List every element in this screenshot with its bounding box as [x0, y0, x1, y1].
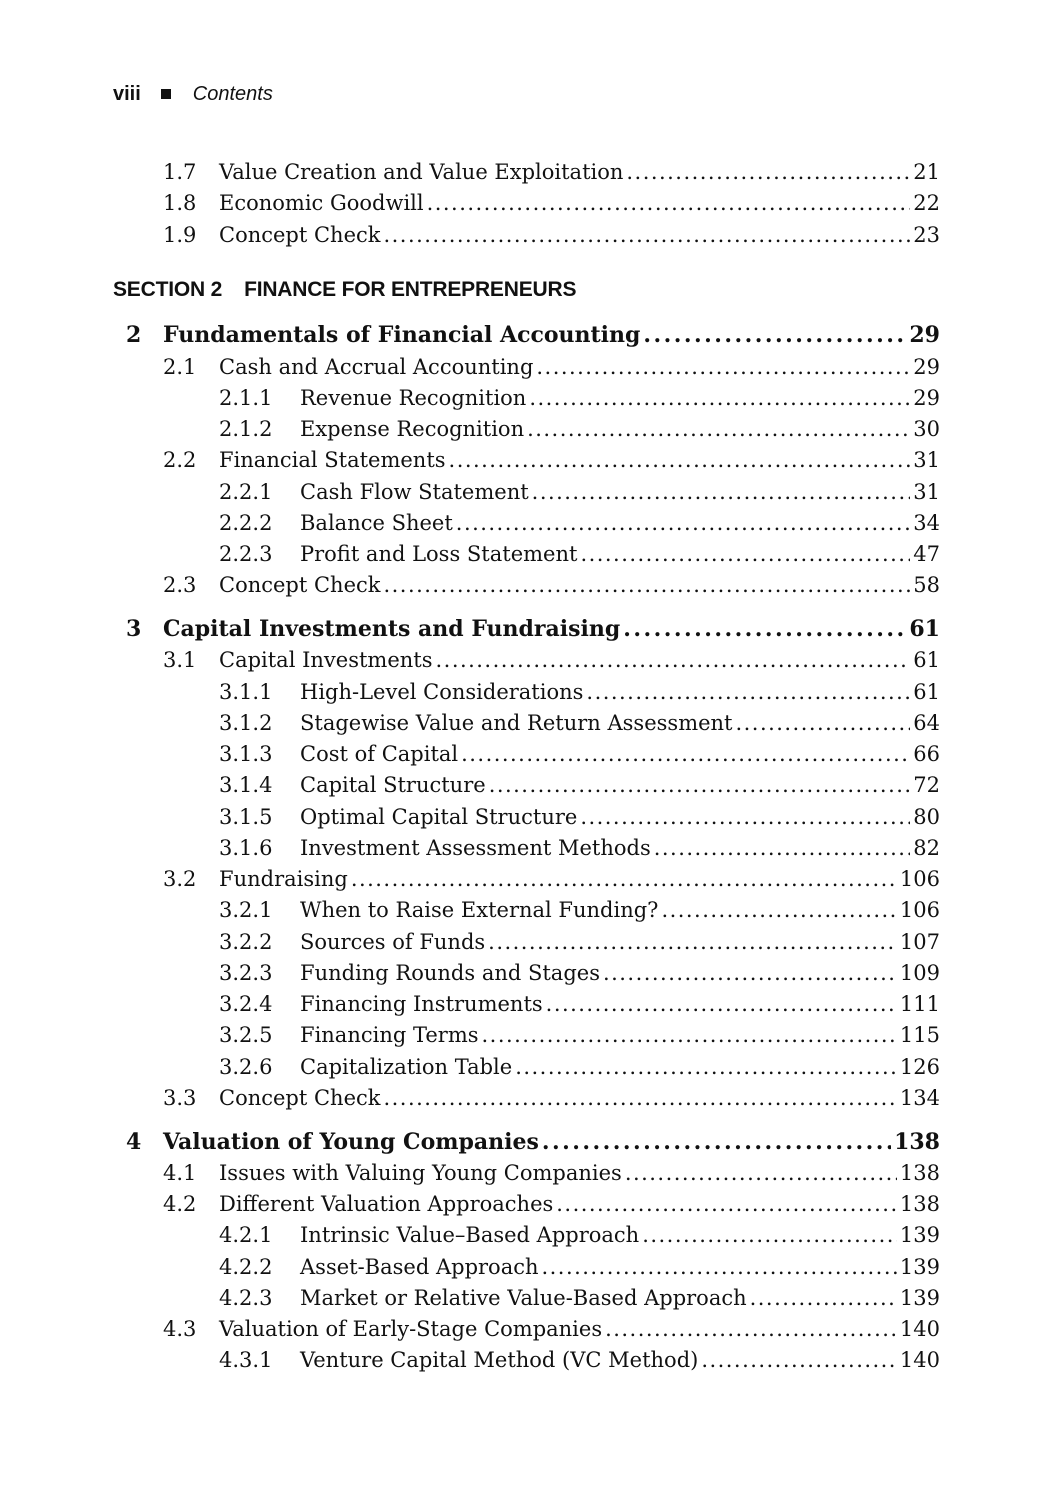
toc-entry-page: 66: [913, 742, 940, 766]
toc-entry-number: 4.2.3: [219, 1286, 273, 1310]
leader-dots: [626, 158, 910, 186]
leader-dots: [642, 1221, 897, 1249]
toc-entry[interactable]: [0, 1021, 940, 1049]
toc-entry-page: 138: [899, 1161, 940, 1185]
toc-entry[interactable]: [0, 540, 940, 568]
leader-dots: [542, 1253, 897, 1281]
toc-entry[interactable]: [0, 221, 940, 249]
toc-entry-number: 4.2.1: [219, 1223, 273, 1247]
toc-entry-page: 106: [899, 867, 940, 891]
leader-dots: [701, 1346, 897, 1374]
toc-entry[interactable]: [0, 803, 940, 831]
toc-entry[interactable]: [0, 646, 940, 674]
toc-entry-page: 29: [909, 322, 940, 348]
toc-entry-number: 3.1.6: [219, 836, 273, 860]
toc-entry-number: 3.2.4: [219, 992, 273, 1016]
toc-entry-number: 3.1.2: [219, 711, 273, 735]
toc-entry-title: When to Raise External Funding?: [300, 898, 659, 922]
leader-dots: [351, 865, 897, 893]
toc-entry-number: 4: [126, 1129, 142, 1155]
toc-entry-title: Capital Structure: [300, 773, 486, 797]
toc-entry-title: Financing Terms: [300, 1023, 479, 1047]
toc-entry-page: 126: [899, 1055, 940, 1079]
leader-dots: [449, 446, 911, 474]
toc-entry-number: 4.2: [163, 1192, 197, 1216]
section-label: SECTION 2: [113, 278, 223, 301]
leader-dots: [580, 540, 910, 568]
leader-dots: [515, 1053, 897, 1081]
toc-entry[interactable]: [0, 990, 940, 1018]
toc-entry[interactable]: [0, 896, 940, 924]
toc-entry[interactable]: [0, 1284, 940, 1312]
toc-entry-page: 111: [899, 992, 940, 1016]
toc-entry[interactable]: [0, 571, 940, 599]
toc-entry-number: 2.2.3: [219, 542, 273, 566]
toc-entry-page: 140: [899, 1348, 940, 1372]
toc-entry-page: 61: [909, 616, 940, 642]
toc-entry-page: 29: [913, 355, 940, 379]
toc-entry-number: 3.2.2: [219, 930, 273, 954]
toc-entry-page: 31: [913, 480, 940, 504]
leader-dots: [532, 478, 911, 506]
page-number: viii: [113, 82, 141, 105]
toc-entry[interactable]: [0, 1053, 940, 1081]
leader-dots: [654, 834, 911, 862]
toc-entry-title: Funding Rounds and Stages: [300, 961, 600, 985]
section-heading: [113, 278, 576, 302]
toc-entry-title: Cost of Capital: [300, 742, 459, 766]
toc-entry-number: 2.3: [163, 573, 197, 597]
toc-entry-number: 3.1: [163, 648, 197, 672]
toc-entry-title: Expense Recognition: [300, 417, 525, 441]
toc-entry[interactable]: [0, 1346, 940, 1374]
leader-dots: [536, 353, 910, 381]
toc-entry-page: 115: [899, 1023, 940, 1047]
leader-dots: [623, 615, 906, 643]
toc-entry[interactable]: [0, 415, 940, 443]
toc-entry[interactable]: [0, 834, 940, 862]
toc-entry-number: 2.2.1: [219, 480, 273, 504]
leader-dots: [384, 571, 911, 599]
toc-entry-title: Economic Goodwill: [219, 191, 424, 215]
toc-entry[interactable]: [0, 446, 940, 474]
toc-entry-title: Financial Statements: [219, 448, 446, 472]
leader-dots: [461, 740, 910, 768]
toc-entry[interactable]: [0, 158, 940, 186]
leader-dots: [580, 803, 910, 831]
leader-dots: [750, 1284, 897, 1312]
toc-entry-number: 3: [126, 616, 142, 642]
toc-entry-number: 4.1: [163, 1161, 197, 1185]
toc-entry-title: Profit and Loss Statement: [300, 542, 578, 566]
toc-entry-title: Fundamentals of Financial Accounting: [163, 322, 641, 348]
toc-entry-title: Different Valuation Approaches: [219, 1192, 554, 1216]
leader-dots: [488, 928, 897, 956]
leader-dots: [456, 509, 910, 537]
leader-dots: [384, 221, 911, 249]
toc-entry[interactable]: [0, 928, 940, 956]
running-header: [113, 80, 273, 108]
toc-entry-number: 2.2: [163, 448, 197, 472]
leader-dots: [384, 1084, 897, 1112]
leader-dots: [736, 709, 911, 737]
toc-entry-number: 3.1.5: [219, 805, 273, 829]
leader-dots: [586, 678, 910, 706]
toc-entry[interactable]: [0, 959, 940, 987]
toc-entry-number: 3.2.1: [219, 898, 273, 922]
toc-entry[interactable]: [0, 509, 940, 537]
toc-chapter-entry[interactable]: [0, 1128, 940, 1156]
toc-entry-number: 3.1.3: [219, 742, 273, 766]
leader-dots: [625, 1159, 897, 1187]
toc-entry[interactable]: [0, 1221, 940, 1249]
toc-entry-page: 31: [913, 448, 940, 472]
leader-dots: [489, 771, 911, 799]
leader-dots: [556, 1190, 897, 1218]
toc-entry[interactable]: [0, 1190, 940, 1218]
toc-entry-title: Stagewise Value and Return Assessment: [300, 711, 733, 735]
toc-entry-title: Concept Check: [219, 1086, 381, 1110]
toc-entry-title: Financing Instruments: [300, 992, 543, 1016]
toc-entry-number: 2.1.2: [219, 417, 273, 441]
toc-entry-title: Balance Sheet: [300, 511, 453, 535]
toc-entry-title: Issues with Valuing Young Companies: [219, 1161, 622, 1185]
toc-entry-page: 30: [913, 417, 940, 441]
toc-entry-title: Valuation of Young Companies: [163, 1129, 539, 1155]
toc-entry-title: Cash and Accrual Accounting: [219, 355, 534, 379]
leader-dots: [605, 1315, 897, 1343]
toc-entry-page: 139: [899, 1255, 940, 1279]
toc-entry[interactable]: [0, 1084, 940, 1112]
toc-entry-title: High-Level Considerations: [300, 680, 584, 704]
leader-dots: [529, 384, 910, 412]
toc-entry-title: Capitalization Table: [300, 1055, 513, 1079]
section-title: FINANCE FOR ENTREPRENEURS: [244, 278, 577, 301]
toc-entry-title: Cash Flow Statement: [300, 480, 529, 504]
toc-entry[interactable]: [0, 384, 940, 412]
toc-entry-page: 138: [894, 1129, 940, 1155]
toc-entry[interactable]: [0, 353, 940, 381]
toc-entry-number: 2.1: [163, 355, 197, 379]
toc-entry-title: Fundraising: [219, 867, 348, 891]
leader-dots: [527, 415, 910, 443]
toc-entry-number: 1.7: [163, 160, 197, 184]
leader-dots: [542, 1128, 891, 1156]
toc-entry-page: 107: [899, 930, 940, 954]
toc-entry-title: Sources of Funds: [300, 930, 486, 954]
toc-entry[interactable]: [0, 1315, 940, 1343]
toc-entry-title: Concept Check: [219, 223, 381, 247]
toc-entry-title: Asset-Based Approach: [300, 1255, 539, 1279]
leader-dots: [603, 959, 897, 987]
toc-entry-page: 106: [899, 898, 940, 922]
toc-entry-title: Investment Assessment Methods: [300, 836, 651, 860]
toc-chapter-entry[interactable]: [0, 615, 940, 643]
toc-entry-number: 2: [126, 322, 142, 348]
leader-dots: [427, 189, 911, 217]
toc-entry-number: 2.2.2: [219, 511, 273, 535]
square-bullet-icon: [161, 89, 171, 99]
toc-entry-title: Revenue Recognition: [300, 386, 527, 410]
toc-entry-title: Venture Capital Method (VC Method): [300, 1348, 699, 1372]
leader-dots: [661, 896, 896, 924]
toc-entry-number: 1.8: [163, 191, 197, 215]
toc-entry-number: 3.1.1: [219, 680, 273, 704]
toc-entry-page: 47: [913, 542, 940, 566]
toc-entry-page: 61: [913, 680, 940, 704]
toc-entry-title: Capital Investments: [219, 648, 433, 672]
toc-entry-number: 3.1.4: [219, 773, 273, 797]
toc-entry[interactable]: [0, 678, 940, 706]
toc-chapter-entry[interactable]: [0, 321, 940, 349]
toc-entry-page: 64: [913, 711, 940, 735]
toc-entry-number: 4.3: [163, 1317, 197, 1341]
toc-entry-page: 58: [913, 573, 940, 597]
toc-entry-title: Valuation of Early-Stage Companies: [219, 1317, 603, 1341]
toc-entry-page: 134: [899, 1086, 940, 1110]
toc-entry-number: 4.2.2: [219, 1255, 273, 1279]
toc-entry-page: 21: [913, 160, 940, 184]
toc-entry[interactable]: [0, 189, 940, 217]
toc-entry[interactable]: [0, 740, 940, 768]
toc-entry-page: 22: [913, 191, 940, 215]
running-title: Contents: [192, 82, 273, 105]
toc-entry-title: Market or Relative Value-Based Approach: [300, 1286, 747, 1310]
leader-dots: [482, 1021, 897, 1049]
toc-entry[interactable]: [0, 709, 940, 737]
leader-dots: [436, 646, 911, 674]
toc-entry-title: Value Creation and Value Exploitation: [219, 160, 624, 184]
leader-dots: [643, 321, 906, 349]
toc-entry-number: 1.9: [163, 223, 197, 247]
toc-entry[interactable]: [0, 1159, 940, 1187]
toc-entry-number: 3.2: [163, 867, 197, 891]
toc-entry-number: 3.2.3: [219, 961, 273, 985]
toc-entry-page: 23: [913, 223, 940, 247]
toc-entry[interactable]: [0, 771, 940, 799]
toc-entry[interactable]: [0, 865, 940, 893]
toc-entry-number: 4.3.1: [219, 1348, 273, 1372]
toc-entry-page: 109: [899, 961, 940, 985]
toc-entry-page: 34: [913, 511, 940, 535]
toc-entry-number: 2.1.1: [219, 386, 273, 410]
toc-entry-number: 3.2.6: [219, 1055, 273, 1079]
toc-entry[interactable]: [0, 478, 940, 506]
toc-entry-page: 72: [913, 773, 940, 797]
toc-entry-page: 138: [899, 1192, 940, 1216]
toc-entry-title: Intrinsic Value–Based Approach: [300, 1223, 640, 1247]
toc-entry-title: Concept Check: [219, 573, 381, 597]
toc-entry-title: Optimal Capital Structure: [300, 805, 578, 829]
toc-entry-page: 139: [899, 1286, 940, 1310]
toc-entry-page: 140: [899, 1317, 940, 1341]
toc-entry-page: 80: [913, 805, 940, 829]
toc-entry-title: Capital Investments and Fundraising: [163, 616, 621, 642]
toc-entry-page: 139: [899, 1223, 940, 1247]
toc-entry-page: 61: [913, 648, 940, 672]
leader-dots: [546, 990, 897, 1018]
toc-entry-number: 3.2.5: [219, 1023, 273, 1047]
toc-entry-number: 3.3: [163, 1086, 197, 1110]
toc-entry-page: 29: [913, 386, 940, 410]
toc-entry[interactable]: [0, 1253, 940, 1281]
toc-entry-page: 82: [913, 836, 940, 860]
